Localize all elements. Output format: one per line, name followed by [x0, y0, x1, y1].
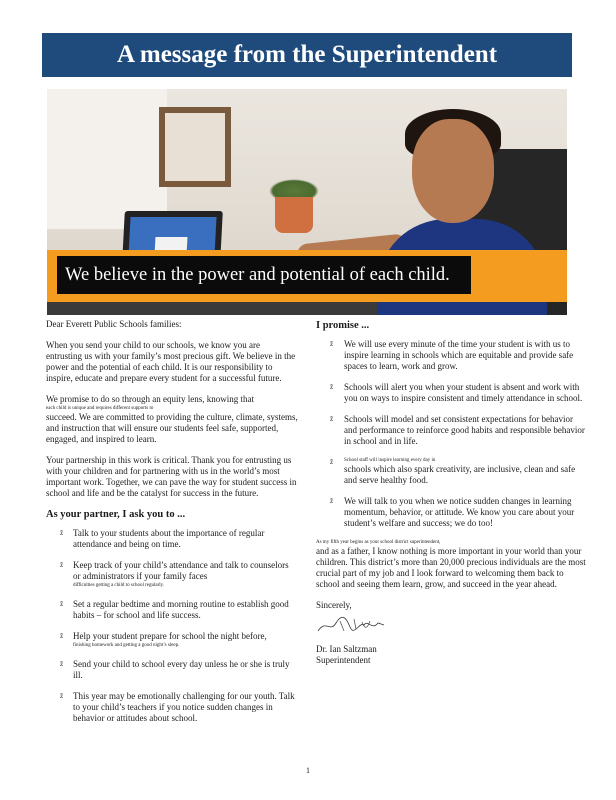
list-item: ž We will use every minute of the time your student is with us to inspire learning in schools which are equitable and provide safe spaces to learn, work and grow.: [330, 339, 574, 371]
list-item: ž Schools will model and set consistent expectations for behavior and performance to reinforce good habits and responsible behavior in school and in life.: [330, 414, 585, 446]
tagline: We believe in the power and potential of each child.: [57, 256, 471, 294]
bullet-icon: ž: [330, 383, 334, 391]
picture-frame: [159, 107, 231, 187]
bullet-icon: ž: [60, 692, 64, 700]
promise-heading: I promise ...: [316, 320, 370, 331]
bullet-icon: ž: [60, 632, 64, 640]
list-item: ž School staff will inspire learning every day in schools which also spark creativity, are inclusive, clean and safe and serve healthy food.: [330, 458, 576, 485]
bullet-icon: ž: [330, 497, 334, 505]
bullet-icon: ž: [60, 600, 64, 608]
greeting: Dear Everett Public Schools families:: [46, 319, 182, 329]
signer-title: Superintendent: [316, 655, 371, 665]
bullet-icon: ž: [60, 529, 64, 537]
student: [412, 119, 494, 223]
list-item: ž This year may be emotionally challenging for our youth. Talk to your child’s teachers if you notice sudden changes in behavior or attitudes about school.: [60, 691, 295, 723]
ask-heading: As your partner, I ask you to ...: [46, 509, 186, 520]
bullet-icon: ž: [60, 660, 64, 668]
promise-list: [316, 339, 588, 529]
bullet-icon: ž: [330, 340, 334, 348]
ask-list: [46, 528, 298, 724]
signature-image: [316, 613, 386, 637]
page-number: 1: [306, 766, 310, 775]
bullet-icon: ž: [60, 561, 64, 569]
paragraph-2: We promise to do so through an equity lens, knowing that each child is unique and requires different supports to succeed. We are committed to providing the culture, climate, systems, and instruction that will ensure our students feel safe, supported, engaged, and inspired to learn.: [46, 394, 298, 444]
page-title: A message from the Superintendent: [42, 33, 572, 77]
bullet-icon: ž: [330, 415, 334, 423]
sincerely: Sincerely,: [316, 600, 352, 610]
list-item: ž Help your student prepare for school the night before, finishing homework and getting a good night’s sleep.: [60, 631, 267, 648]
paragraph-1: When you send your child to our schools, we know you are entrusting us with your family’s most precious gift. We believe in the power and the potential of each child. It is our responsibility to inspire, educate and prepare every student for a successful future.: [46, 340, 296, 383]
bullet-icon: ž: [330, 458, 334, 466]
left-column: [46, 319, 298, 734]
right-column: [316, 318, 588, 666]
list-item: ž Talk to your students about the importance of regular attendance and being on time.: [60, 528, 265, 549]
closing-paragraph: As my fifth year begins as your school district superintendent, and as a father, I know nothing is more important in your world than your children. This district’s more than 20,000 precious individuals are the most crucial part of my job and I look forward to welcoming them back to school and seeing them learn, grow, and succeed in the year ahead.: [316, 540, 586, 589]
paragraph-3: Your partnership in this work is critical. Thank you for entrusting us with your children and for partnering with us in the world’s most important work. Together, we can pave the way for student success in school and life and be the catalyst for success in the future.: [46, 455, 297, 498]
list-item: ž Set a regular bedtime and morning routine to establish good habits – for school and life success.: [60, 599, 289, 620]
list-item: ž Keep track of your child’s attendance and talk to counselors or administrators if your family faces difficulties getting a child to school regularly.: [60, 560, 289, 588]
list-item: ž Send your child to school every day unless he or she is truly ill.: [60, 659, 290, 680]
signer-name: Dr. Ian Saltzman: [316, 644, 377, 654]
list-item: ž Schools will alert you when your student is absent and work with you on ways to inspire consistent and timely attendance in school.: [330, 382, 583, 403]
list-item: ž We will talk to you when we notice sudden changes in learning momentum, behavior, or attitude. We know you care about your student’s welfare and success; we do too!: [330, 496, 575, 528]
